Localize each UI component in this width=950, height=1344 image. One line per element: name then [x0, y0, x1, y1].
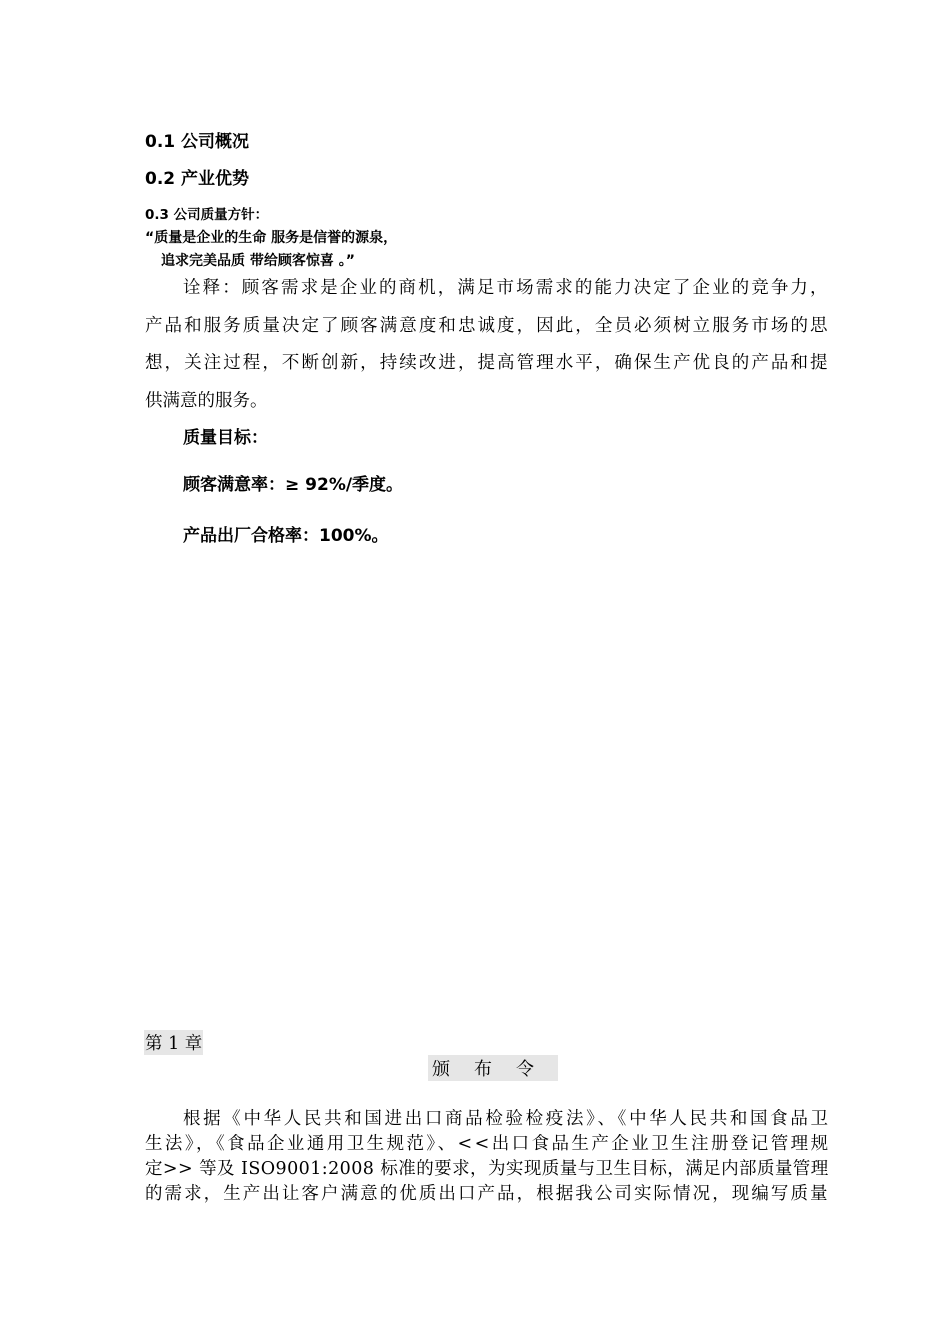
chapter-label: 第 1 章 [144, 1030, 203, 1055]
customer-satisfaction-goal: 顾客满意率：≥ 92%/季度。 [183, 475, 404, 495]
decree-line-1: 根据《中华人民共和国进出口商品检验检疫法》、《中华人民共和国食品卫 [183, 1109, 831, 1129]
explanation-line-4: 供满意的服务。 [145, 391, 268, 411]
decree-line-2: 生法》，《食品企业通用卫生规范》、<<出口食品生产企业卫生注册登记管理规 [145, 1134, 831, 1154]
pass-rate-goal: 产品出厂合格率：100%。 [183, 526, 389, 546]
decree-line-4: 的需求，生产出让客户满意的优质出口产品，根据我公司实际情况，现编写质量 [145, 1184, 830, 1204]
decree-title: 颁布令 [428, 1055, 558, 1081]
explanation-line-3: 想，关注过程，不断创新，持续改进，提高管理水平，确保生产优良的产品和提 [145, 353, 830, 373]
quality-policy-line-2: 追求完美品质 带给顾客惊喜 。” [161, 253, 355, 269]
explanation-line-1: 诠释：顾客需求是企业的商机，满足市场需求的能力决定了企业的竞争力， [183, 278, 830, 298]
quality-policy-line-1: “质量是企业的生命 服务是信誉的源泉， [145, 230, 398, 246]
section-heading-quality-policy: 0.3 公司质量方针： [145, 207, 269, 223]
quality-goals-heading: 质量目标： [183, 428, 268, 448]
explanation-line-2: 产品和服务质量决定了顾客满意度和忠诚度，因此，全员必须树立服务市场的思 [145, 316, 830, 336]
section-heading-industry-advantages: 0.2 产业优势 [145, 169, 250, 189]
section-heading-company-overview: 0.1 公司概况 [145, 132, 250, 152]
decree-line-3: 定>> 等及 ISO9001:2008 标准的要求，为实现质量与卫生目标，满足内部质量管理 [145, 1159, 829, 1179]
